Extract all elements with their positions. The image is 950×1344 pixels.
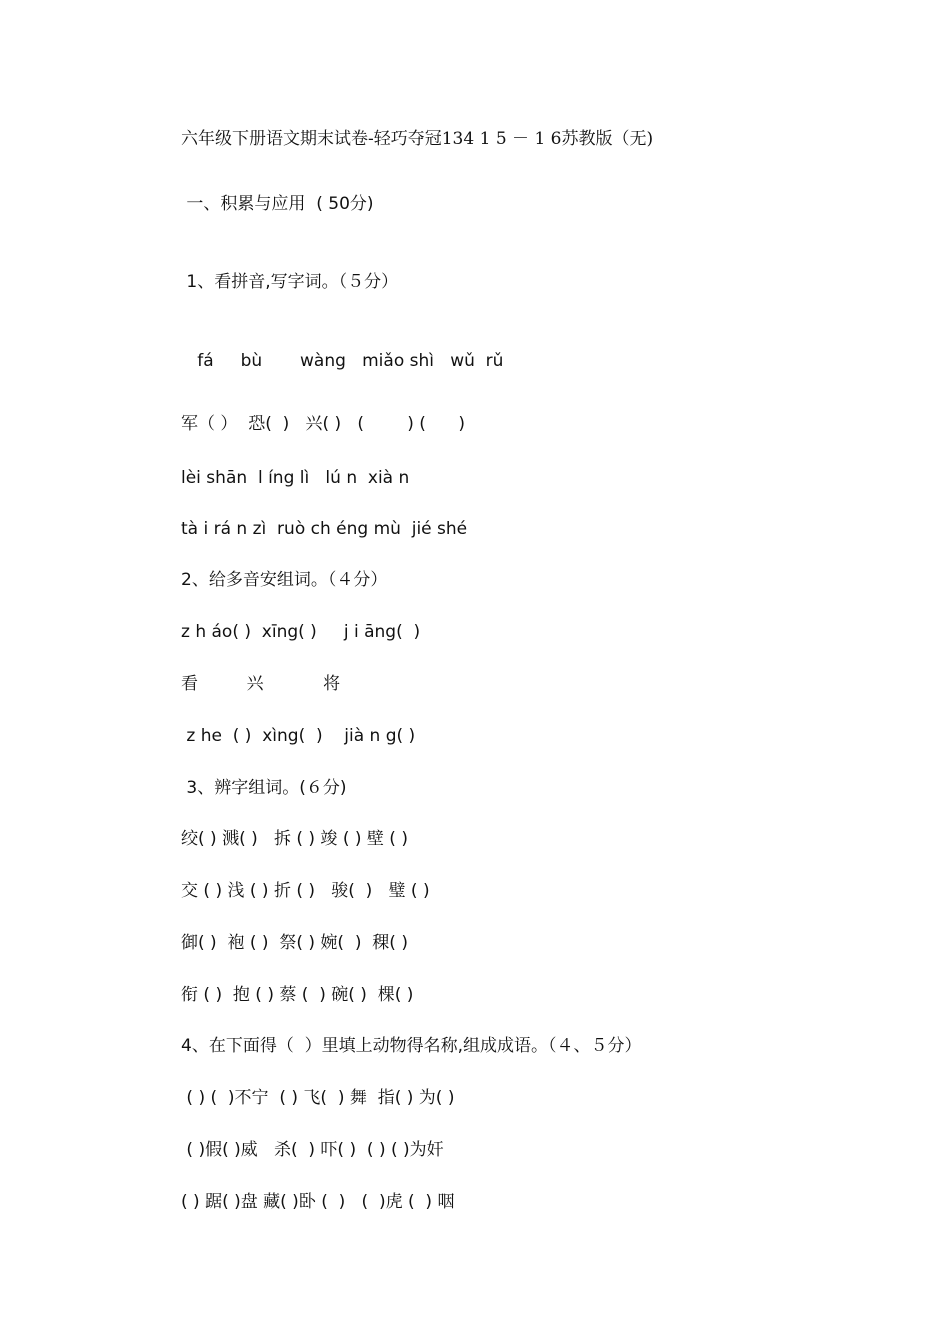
question-4-row-2: ( )假( )威 杀( ) 吓( ) ( ) ( )为奸 bbox=[181, 1140, 444, 1160]
question-2-row-1: z h áo( ) xīng( ) j i āng( ) bbox=[181, 622, 421, 642]
question-3-heading: 3、辨字组词。(６分) bbox=[181, 778, 347, 798]
question-3-row-2: 交 ( ) 浅 ( ) 折 ( ) 骏( ) 璧 ( ) bbox=[181, 881, 430, 901]
document-title: 六年级下册语文期末试卷-轻巧夺冠134 1 5 － 1 6苏教版（无) bbox=[181, 129, 654, 149]
question-4-heading: 4、在下面得（ ）里填上动物得名称,组成成语。（４、５分） bbox=[181, 1036, 642, 1056]
question-4-row-1: ( ) ( )不宁 ( ) 飞( ) 舞 指( ) 为( ) bbox=[181, 1088, 455, 1108]
question-1-pinyin-row-1: fá bù wàng miǎo shì wǔ rǔ bbox=[181, 351, 504, 371]
question-3-row-3: 御( ) 袍 ( ) 祭( ) 婉( ) 稞( ) bbox=[181, 933, 408, 953]
question-1-heading: 1、看拼音,写字词。（５分） bbox=[181, 272, 399, 292]
section-one-heading: 一、积累与应用 ( 50分) bbox=[181, 194, 374, 214]
question-1-answer-row-1: 军（ ） 恐( ) 兴( ) ( ) ( ) bbox=[181, 414, 465, 434]
question-2-heading: 2、给多音安组词。（４分） bbox=[181, 570, 388, 590]
question-4-row-3: ( ) 踞( )盘 藏( )卧 ( ) ( )虎 ( ) 咽 bbox=[181, 1192, 455, 1212]
question-1-pinyin-row-3: tà i rá n zì ruò ch éng mù jié shé bbox=[181, 519, 468, 539]
question-3-row-1: 绞( ) 溅( ) 拆 ( ) 竣 ( ) 壁 ( ) bbox=[181, 829, 408, 849]
question-2-row-3: z he ( ) xìng( ) jià n g( ) bbox=[181, 726, 416, 746]
question-1-pinyin-row-2: lèi shān l íng lì lú n xià n bbox=[181, 468, 410, 488]
question-3-row-4: 衔 ( ) 抱 ( ) 蔡 ( ) 碗( ) 棵( ) bbox=[181, 985, 414, 1005]
question-2-row-2: 看 兴 将 bbox=[181, 674, 341, 694]
